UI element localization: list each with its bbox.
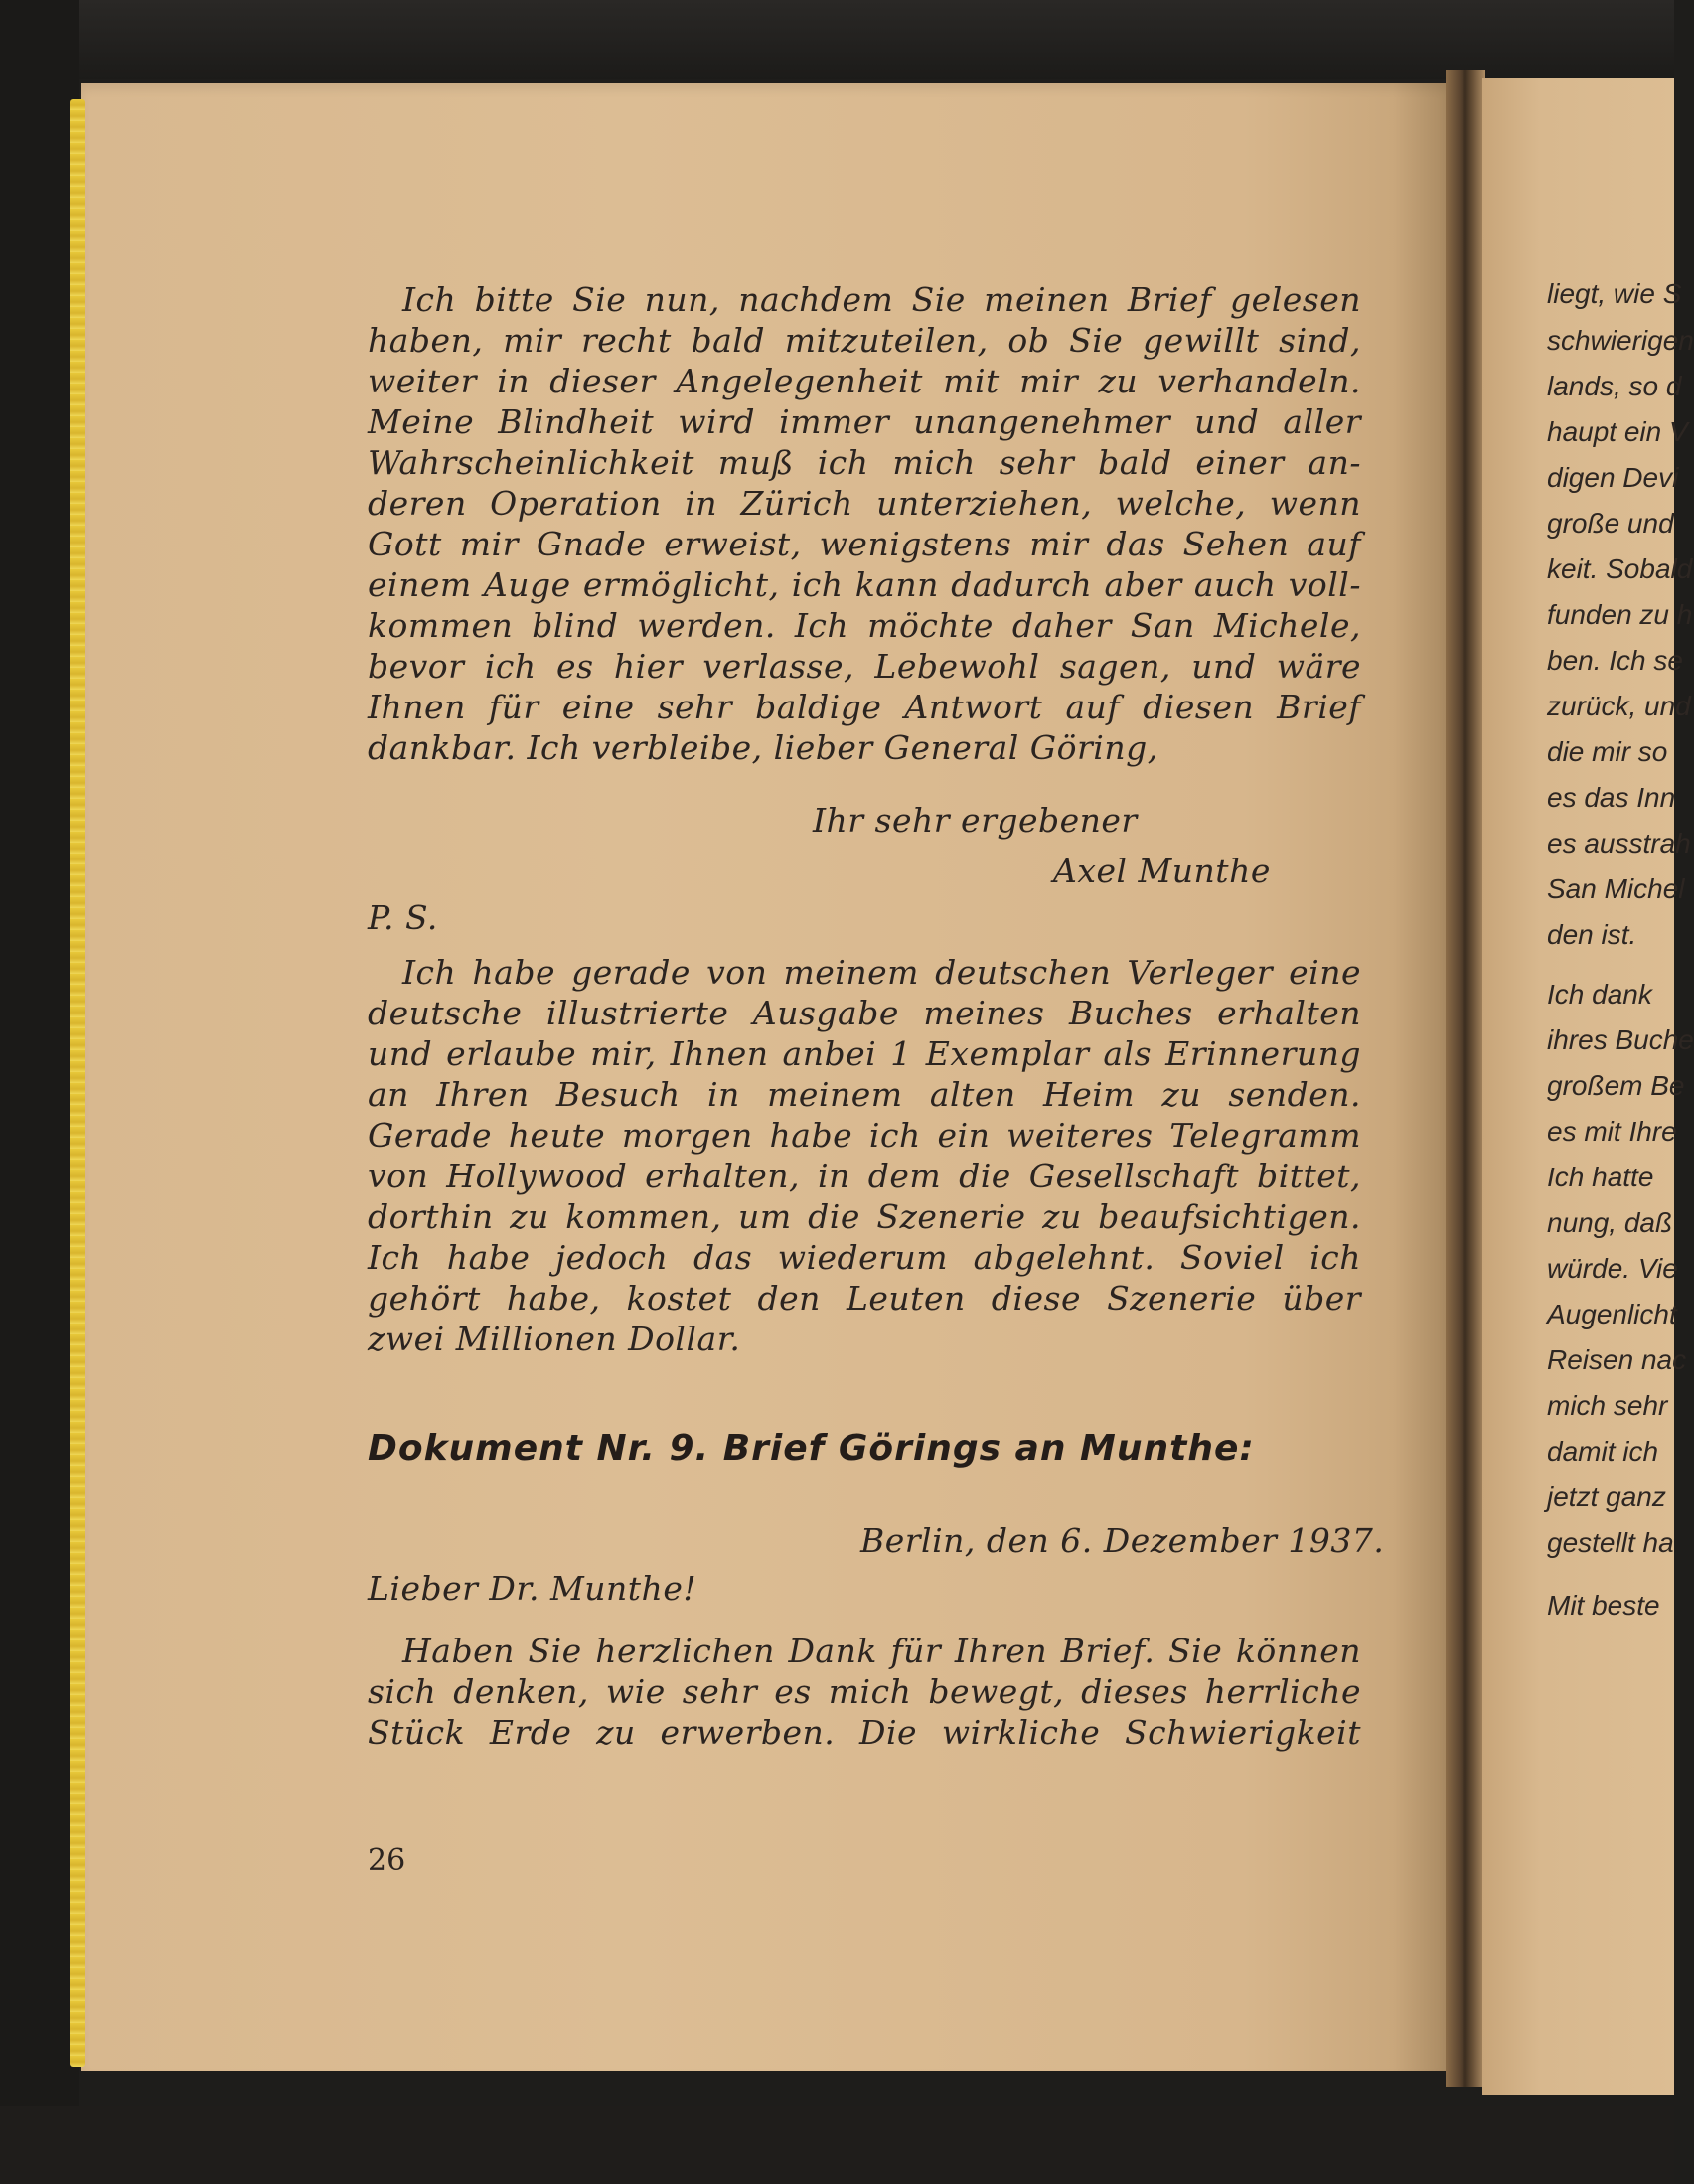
letter-line: bevor ich es hier verlasse, Lebewohl sagen, und wäre (368, 647, 1361, 686)
right-page-fragment: schwierigen (1547, 325, 1694, 356)
right-page-fragment: liegt, wie S (1547, 278, 1682, 309)
right-page-fragment: den ist. (1547, 919, 1637, 950)
right-page-fragment: Reisen nac (1547, 1344, 1687, 1375)
letter-line: Ich bitte Sie nun, nachdem Sie meinen Brief gelesen (402, 280, 1361, 319)
letter-line: deren Operation in Zürich unterziehen, welche, wenn (368, 484, 1361, 523)
letter-line: weiter in dieser Angelegenheit mit mir zu verhandeln. (368, 362, 1361, 400)
reply-line: Haben Sie herzlichen Dank für Ihren Brief. Sie können (402, 1632, 1361, 1670)
right-page-fragment: ihres Buche (1547, 1024, 1694, 1055)
letter-line: Meine Blindheit wird immer unangenehmer und aller (368, 402, 1361, 441)
right-page-fragment: würde. Vie (1547, 1253, 1678, 1284)
letter-closing: Ihr sehr ergebener (813, 801, 1138, 840)
date-line: Berlin, den 6. Dezember 1937. (860, 1521, 1385, 1560)
right-page-fragment: großem Be (1547, 1070, 1685, 1101)
document-heading: Dokument Nr. 9. Brief Görings an Munthe: (368, 1428, 1255, 1469)
page-number: 26 (368, 1843, 406, 1878)
postscript-line: gehört habe, kostet den Leuten diese Szenerie über (368, 1279, 1361, 1318)
salutation: Lieber Dr. Munthe! (368, 1569, 697, 1608)
postscript-line: deutsche illustrierte Ausgabe meines Buches erhalten (368, 994, 1361, 1032)
right-page-fragment: lands, so d (1547, 371, 1682, 401)
right-page-fragment: Augenlicht (1547, 1299, 1677, 1329)
right-page-fragment: es mit Ihre (1547, 1116, 1677, 1147)
letter-line: Gott mir Gnade erweist, wenigstens mir das Sehen auf (368, 525, 1361, 563)
postscript-line: Gerade heute morgen habe ich ein weiteres Telegramm (368, 1116, 1361, 1155)
letter-line: Wahrscheinlichkeit muß ich mich sehr bald einer an- (368, 443, 1361, 482)
postscript-line: von Hollywood erhalten, in dem die Gesellschaft bittet, (368, 1157, 1361, 1195)
letter-line: dankbar. Ich verbleibe, lieber General Göring, (368, 728, 1158, 767)
postscript-label: P. S. (368, 898, 438, 937)
right-page-fragment: große und (1547, 508, 1674, 539)
right-page-fragment: digen Devi (1547, 462, 1679, 493)
letter-line: Ihnen für eine sehr baldige Antwort auf diesen Brief (368, 688, 1361, 726)
right-page-fragment: haupt ein V (1547, 416, 1688, 447)
postscript-line: und erlaube mir, Ihnen anbei 1 Exemplar als Erinnerung (368, 1034, 1361, 1073)
right-page-fragment: jetzt ganz (1547, 1482, 1666, 1512)
right-page-fragment: San Michel (1547, 873, 1685, 904)
right-page-fragment: damit ich (1547, 1436, 1659, 1467)
postscript-line: Ich habe jedoch das wiederum abgelehnt. Soviel ich (368, 1238, 1361, 1277)
right-page-fragment: gestellt ha (1547, 1527, 1674, 1558)
right-page-fragment: nung, daß (1547, 1207, 1673, 1238)
right-page-fragment: Mit beste (1547, 1590, 1660, 1621)
postscript-line: zwei Millionen Dollar. (368, 1320, 741, 1358)
right-page-fragment: keit. Sobald (1547, 553, 1693, 584)
right-page-fragment: Ich hatte (1547, 1162, 1654, 1192)
reply-line: Stück Erde zu erwerben. Die wirkliche Schwierigkeit (368, 1713, 1361, 1752)
letter-signature: Axel Munthe (1053, 852, 1271, 890)
letter-line: einem Auge ermöglicht, ich kann dadurch aber auch voll- (368, 565, 1361, 604)
right-page-fragment: mich sehr (1547, 1390, 1668, 1421)
letter-line: kommen blind werden. Ich möchte daher San Michele, (368, 606, 1361, 645)
right-page-fragment: Ich dank (1547, 979, 1652, 1010)
postscript-line: Ich habe gerade von meinem deutschen Verleger eine (402, 953, 1361, 992)
right-page-fragment: es ausstrah (1547, 828, 1691, 858)
postscript-line: dorthin zu kommen, um die Szenerie zu beaufsichtigen. (368, 1197, 1361, 1236)
right-page-fragment: ben. Ich se (1547, 645, 1683, 676)
reply-line: sich denken, wie sehr es mich bewegt, dieses herrliche (368, 1672, 1361, 1711)
right-page-fragment: funden zu h (1547, 599, 1693, 630)
right-page-fragment: es das Inn (1547, 782, 1676, 813)
right-page-fragment: zurück, und (1547, 691, 1691, 721)
right-page-fragment: die mir so (1547, 736, 1668, 767)
letter-line: haben, mir recht bald mitzuteilen, ob Sie gewillt sind, (368, 321, 1361, 360)
postscript-line: an Ihren Besuch in meinem alten Heim zu senden. (368, 1075, 1361, 1114)
